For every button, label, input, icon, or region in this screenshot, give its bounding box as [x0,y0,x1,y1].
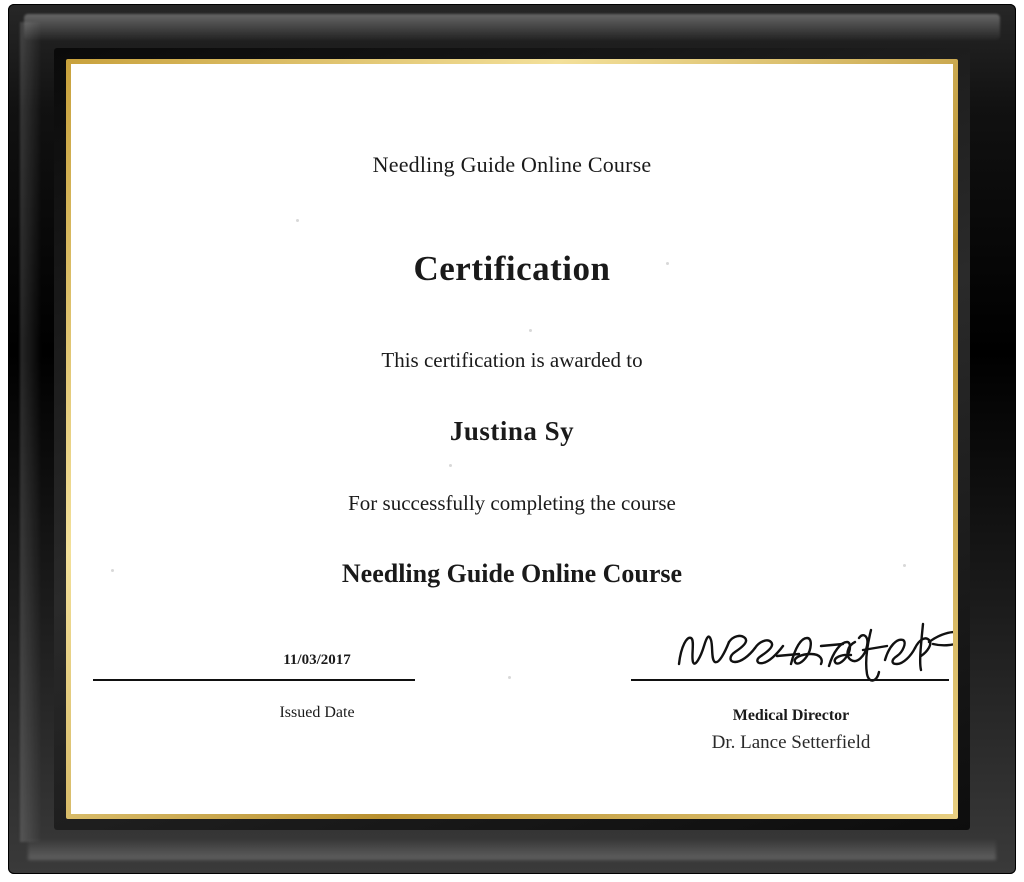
frame-highlight-bottom [28,838,996,860]
course-name: Needling Guide Online Course [341,559,683,588]
issued-date-value: 11/03/2017 [283,652,351,668]
signature-name: Dr. Lance Setterfield [711,732,871,753]
recipient-name: Justina Sy [449,416,575,446]
awarded-to-line: This certification is awarded to [381,348,643,372]
issued-date-rule [93,679,415,681]
course-header: Needling Guide Online Course [372,152,652,177]
signature-rule [631,679,949,681]
picture-frame [8,4,1016,874]
completion-line: For successfully completing the course [348,491,676,515]
issued-date-label: Issued Date [279,704,355,721]
certificate-paper [71,64,953,814]
signature-title: Medical Director [732,707,850,724]
frame-highlight-top [24,14,1000,40]
frame-highlight-left [20,22,42,842]
handwritten-signature-icon [671,612,953,684]
certificate-title: Certification [413,249,611,288]
certificate-body [71,64,953,814]
